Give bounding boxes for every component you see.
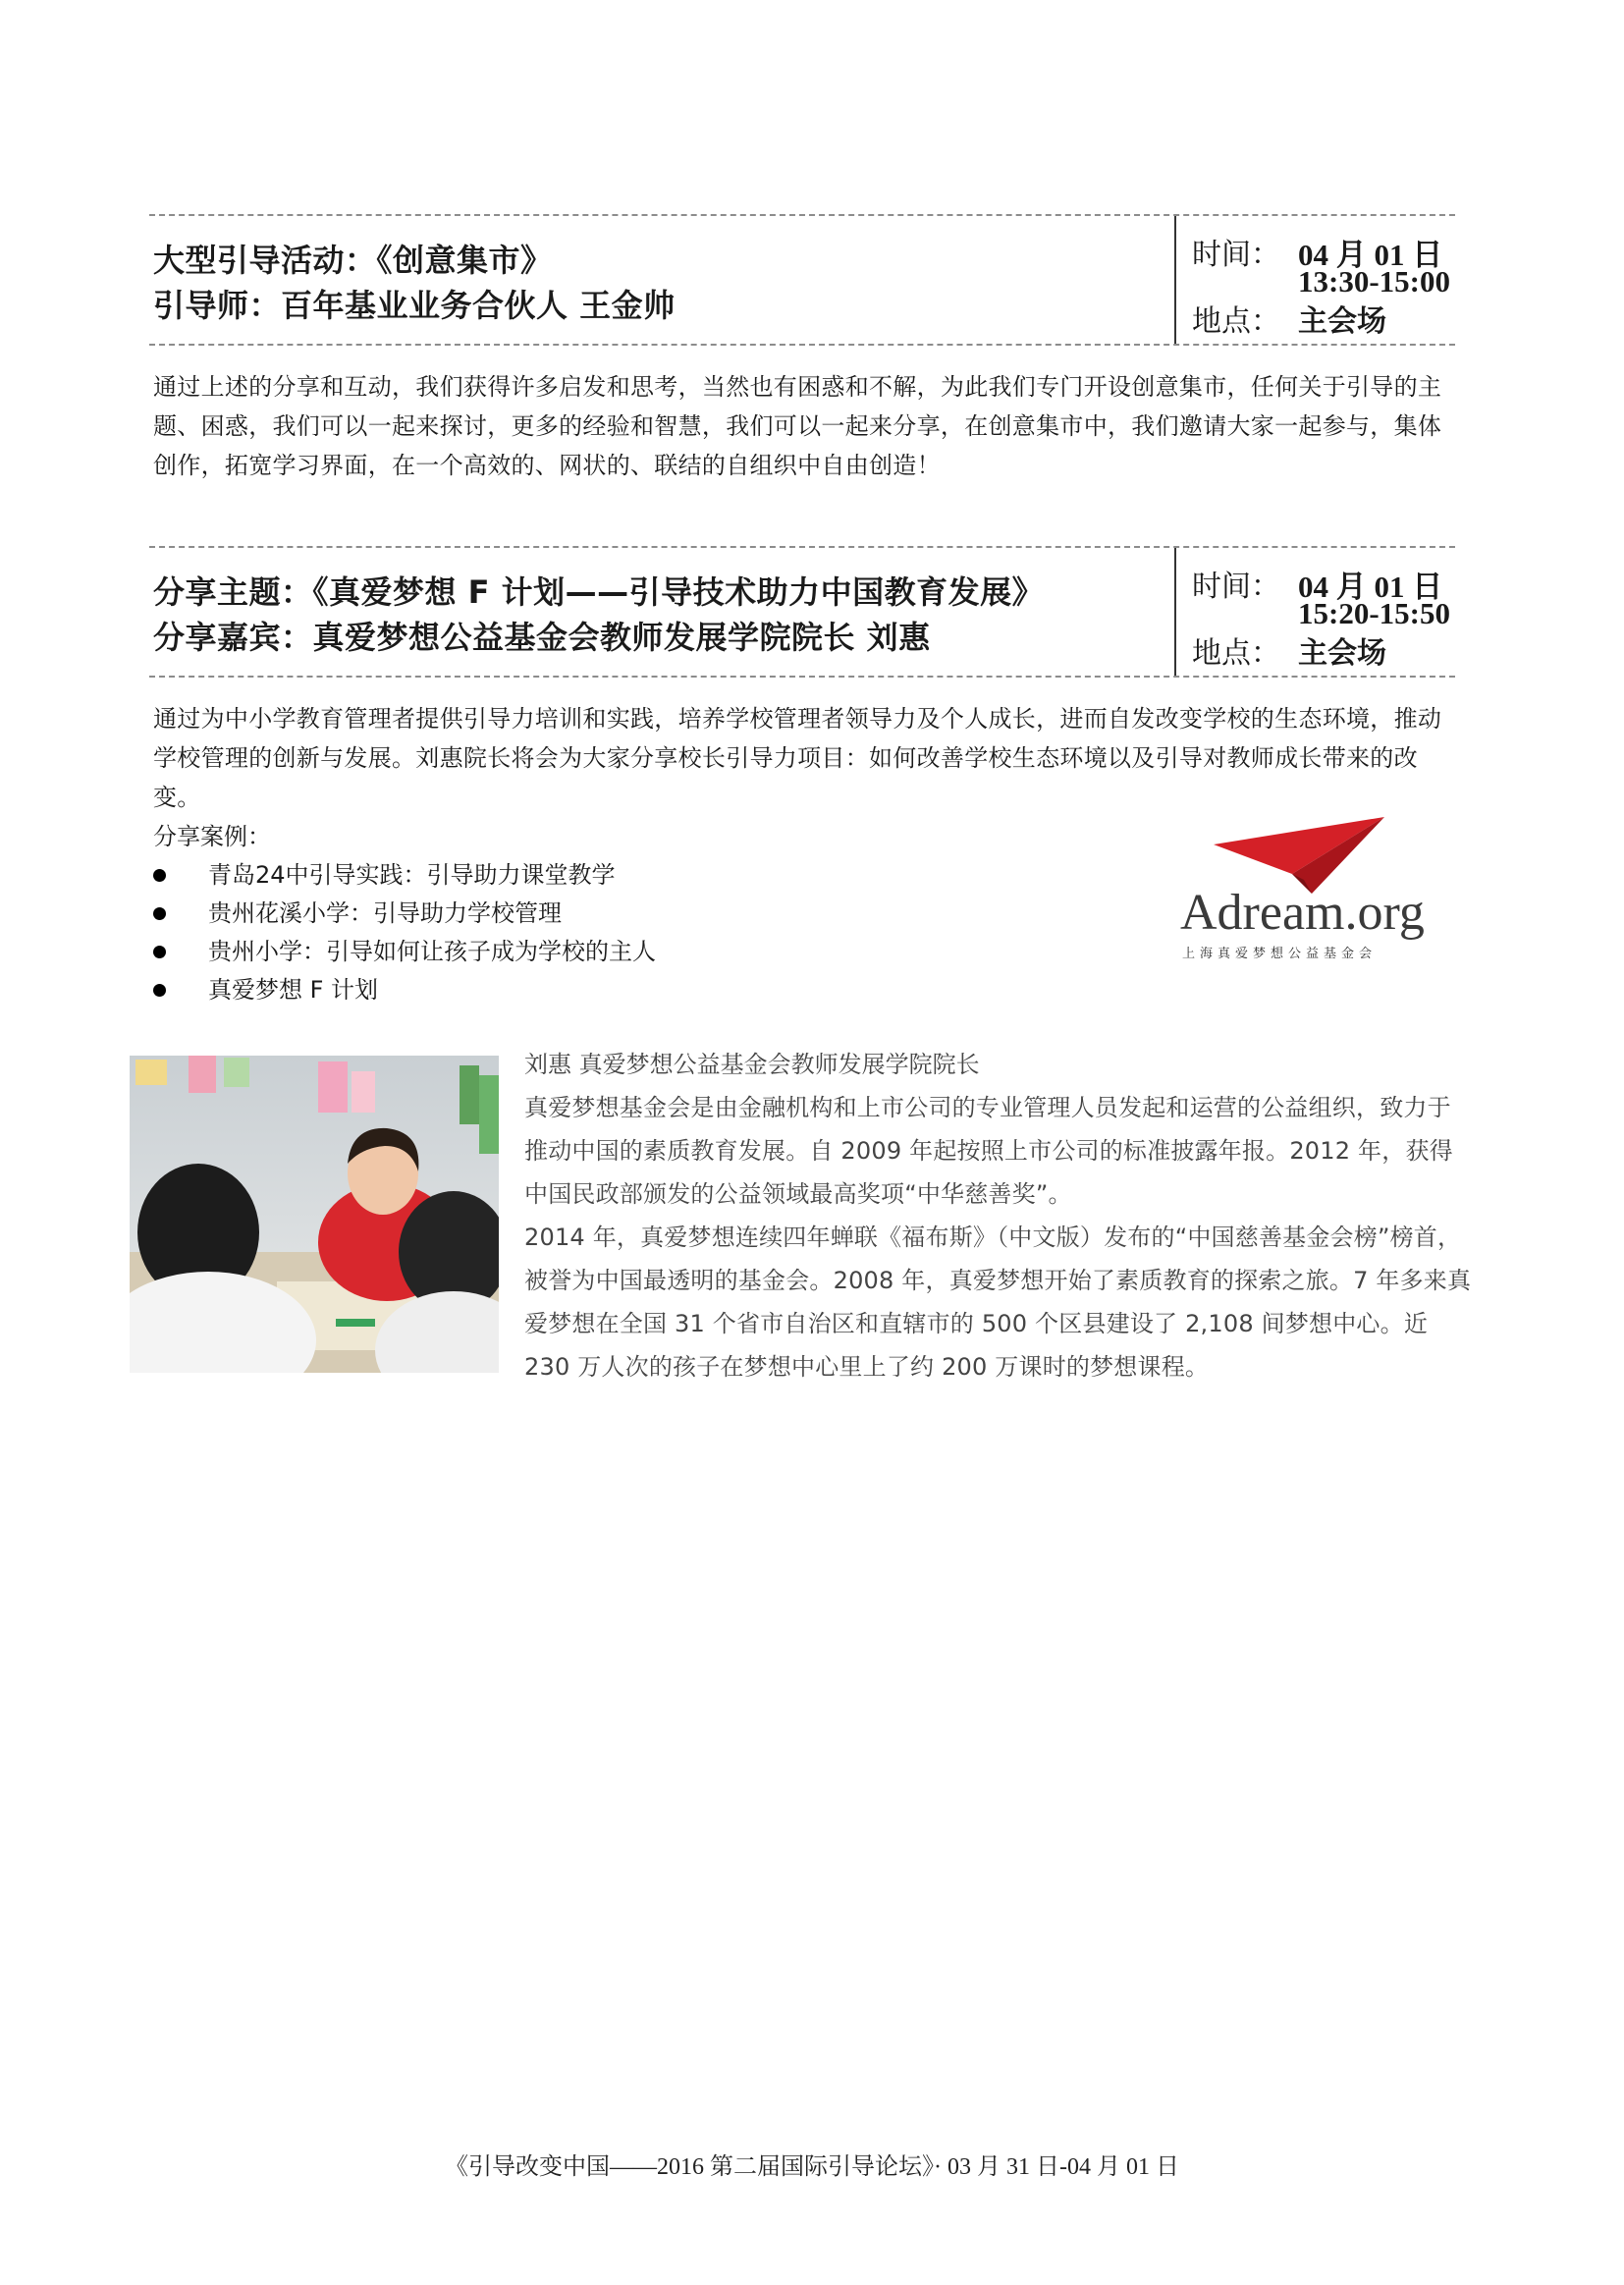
session-date: 04 月 01 日 <box>1298 570 1443 604</box>
bio-paragraph: 真爱梦想基金会是由金融机构和上市公司的专业管理人员发起和运营的公益组织，致力于推动中国的素质教育发展。自 2009 年起按照上市公司的标准披露年报。2012 年，获得中国民政部颁发的公益领域最高奖项“中华慈善奖”。 <box>524 1094 1453 1208</box>
speaker-bio <box>524 1043 1472 1388</box>
session-description: 通过上述的分享和互动，我们获得许多启发和思考，当然也有困惑和不解，为此我们专门开设创意集市，任何关于引导的主题、困惑，我们可以一起来探讨，更多的经验和智慧，我们可以一起来分享，在创意集市中，我们邀请大家一起参与，集体创作，拓宽学习界面，在一个高效的、网状的、联结的自组织中自由创造！ <box>153 373 1442 479</box>
session-header <box>149 546 1455 678</box>
adream-logo <box>1174 815 1439 962</box>
bullet-icon <box>153 869 166 882</box>
logo-subtitle: 上海真爱梦想公益基金会 <box>1182 947 1378 961</box>
place-label: 地点： <box>1192 304 1280 339</box>
bio-paragraph: 2014 年，真爱梦想连续四年蝉联《福布斯》（中文版）发布的“中国慈善基金会榜”榜首，被誉为中国最透明的基金会。2008 年，真爱梦想开始了素质教育的探索之旅。7 年多来真爱梦想在全国 31 个省市自治区和直辖市的 500 个区县建设了 2,108 间梦想中心。近 230 万人次的孩子在梦想中心里上了约 200 万课时的梦想课程。 <box>524 1224 1472 1381</box>
session-time: 15:20-15:50 <box>1298 596 1450 630</box>
session-title: 分享主题：《真爱梦想 F 计划——引导技术助力中国教育发展》 <box>153 573 1045 611</box>
session-meta <box>1174 216 1461 344</box>
logo-brand: Adream.org <box>1180 885 1425 941</box>
session-description: 通过为中小学教育管理者提供引导力培训和实践，培养学校管理者领导力及个人成长，进而自发改变学校的生态环境，推动学校管理的创新与发展。刘惠院长将会为大家分享校长引导力项目：如何改善学校生态环境以及引导对教师成长带来的改变。 <box>153 705 1442 811</box>
list-item: 真爱梦想 F 计划 <box>149 971 1455 1009</box>
list-item: 贵州小学：引导如何让孩子成为学校的主人 <box>149 933 1455 971</box>
session-place: 主会场 <box>1298 636 1386 671</box>
time-label: 时间： <box>1192 570 1280 604</box>
list-item: 贵州花溪小学：引导助力学校管理 <box>149 895 1455 933</box>
bio-heading: 刘惠 真爱梦想公益基金会教师发展学院院长 <box>524 1051 980 1078</box>
session-place: 主会场 <box>1298 304 1386 339</box>
session-creative-market <box>149 214 1455 485</box>
bullet-icon <box>153 984 166 997</box>
bullet-icon <box>153 907 166 920</box>
session-header <box>149 214 1455 346</box>
session-time: 13:30-15:00 <box>1298 264 1450 299</box>
cases-label: 分享案例： <box>153 823 271 850</box>
session-title: 大型引导活动：《创意集市》 <box>153 242 553 279</box>
session-date: 04 月 01 日 <box>1298 238 1443 272</box>
page-footer: 《引导改变中国——2016 第二届国际引导论坛》· 03 月 31 日-04 月 01 日 <box>445 2154 1179 2180</box>
place-label: 地点： <box>1192 636 1280 671</box>
bullet-icon <box>153 946 166 958</box>
session-meta <box>1174 548 1461 676</box>
session-facilitator: 引导师：百年基业业务合伙人 王金帅 <box>153 287 676 324</box>
classroom-photo <box>130 1056 499 1373</box>
session-guest: 分享嘉宾：真爱梦想公益基金会教师发展学院院长 刘惠 <box>153 619 931 656</box>
list-item: 青岛24中引导实践：引导助力课堂教学 <box>149 856 1455 895</box>
time-label: 时间： <box>1192 238 1280 272</box>
